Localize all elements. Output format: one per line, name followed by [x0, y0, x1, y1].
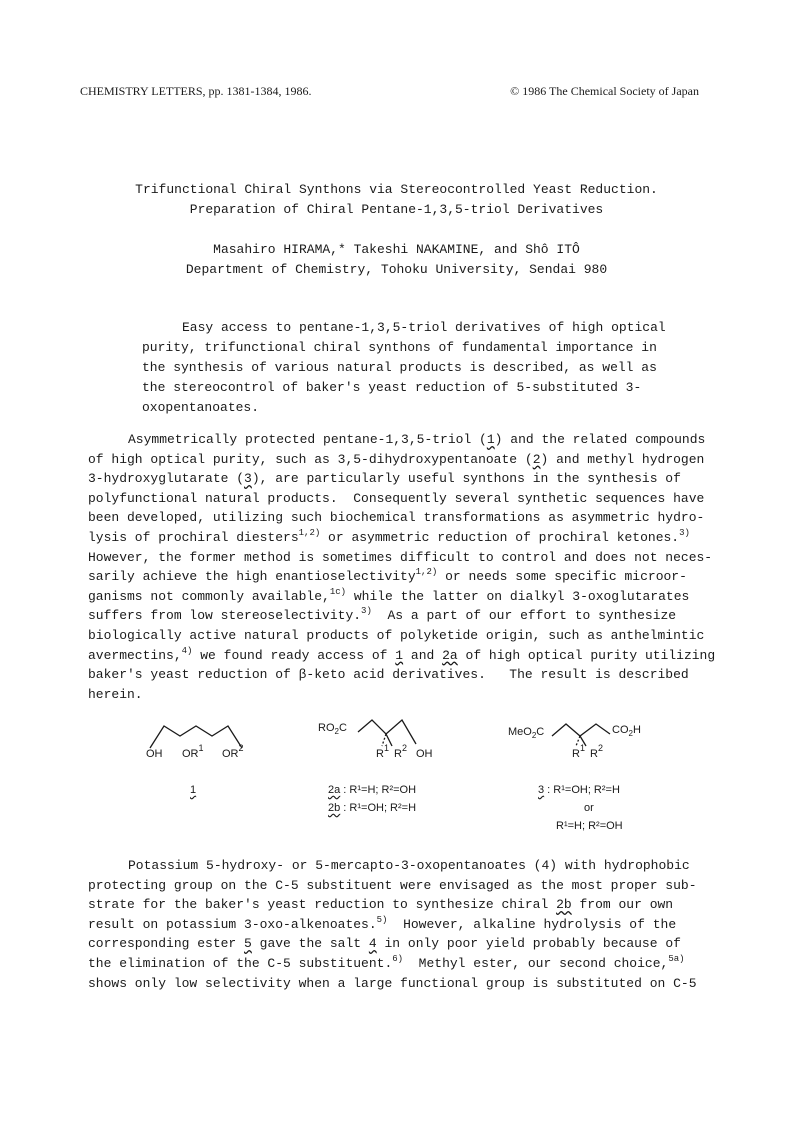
- reference-marker: 5a): [668, 953, 685, 964]
- paragraph-line: strate for the baker's yeast reduction to synthesize chiral 2b from our own: [88, 897, 674, 913]
- reference-marker: 1c): [329, 586, 347, 597]
- paragraph-line: avermectins,$^{4)}$ we found ready access of 1 and 2a of high optical purity utilizing: [88, 645, 716, 663]
- abstract-line: the synthesis of various natural products is described, as well as: [142, 360, 657, 375]
- paragraph-line: result on potassium 3-oxo-alkenoates.$^{5)}$ However, alkaline hydrolysis of the: [88, 914, 677, 932]
- compound-3-def: 3 : R¹=OH; R²=H: [538, 784, 620, 796]
- paragraph-line: protecting group on the C-5 substituent were envisaged as the most proper sub-: [88, 877, 697, 893]
- compound-2a-def: 2a : R¹=H; R²=OH: [328, 784, 417, 796]
- paragraph-line: the elimination of the C-5 substituent.$^{6)}$ Methyl ester, our second choice,$^{5a)}$: [88, 953, 685, 971]
- paragraph-line: 3-hydroxyglutarate (3), are particularly useful synthons in the synthesis of: [88, 471, 681, 487]
- author-affiliation: Department of Chemistry, Tohoku University, Sendai 980: [185, 262, 608, 277]
- compound-ref: 3: [244, 471, 252, 487]
- paragraph-line: Potassium 5-hydroxy- or 5-mercapto-3-oxopentanoates (4) with hydrophobic: [128, 858, 690, 873]
- paragraph-line: corresponding ester 5 gave the salt 4 in only poor yield probably because of: [88, 936, 681, 952]
- structures-figure: [130, 712, 690, 840]
- compound-2b-def: 2b : R¹=OH; R²=H: [328, 802, 417, 814]
- compound-1-or1: $OR^1$: [182, 743, 204, 760]
- compound-3-r2: $R^2$: [590, 743, 603, 760]
- abstract-line: the stereocontrol of baker's yeast reduction of 5-substituted 3-: [142, 380, 642, 395]
- compound-ref: 2b: [556, 897, 572, 913]
- article-title: [0, 180, 793, 220]
- compound-3-acid: $CO_2H$: [612, 724, 641, 739]
- compound-3-alt: R¹=H; R²=OH: [556, 820, 623, 832]
- compound-ref: 1: [486, 432, 495, 447]
- reference-marker: 4): [181, 645, 193, 656]
- paragraph-line: of high optical purity, such as 3,5-dihydroxypentanoate (2) and methyl hydrogen: [88, 451, 705, 467]
- paragraph-line: lysis of prochiral diesters$^{1,2)}$ or asymmetric reduction of prochiral ketones.$^{3)}$: [88, 527, 690, 545]
- compound-3-r1: $R^1$: [572, 743, 585, 760]
- title-line-2: Preparation of Chiral Pentane-1,3,5-triol Derivatives: [189, 202, 604, 217]
- paragraph-line: Asymmetrically protected pentane-1,3,5-triol (1) and the related compounds: [128, 432, 706, 447]
- reference-marker: 1,2): [298, 527, 321, 538]
- paragraph-line: polyfunctional natural products. Consequently several synthetic sequences have: [88, 490, 705, 506]
- compound-2-oh: OH: [416, 748, 433, 760]
- compound-1-oh: OH: [146, 748, 163, 760]
- author-names: Masahiro HIRAMA,* Takeshi NAKAMINE, and Shô ITÔ: [213, 242, 580, 257]
- paragraph-line: herein.: [88, 686, 143, 702]
- compound-1-skeleton: [142, 712, 252, 752]
- body-paragraph-1: [88, 430, 728, 704]
- paragraph-line: However, the former method is sometimes difficult to control and does not neces-: [88, 549, 713, 565]
- journal-citation: CHEMISTRY LETTERS, pp. 1381-1384, 1986.: [80, 84, 312, 98]
- compound-ref: 4: [368, 936, 377, 952]
- compound-ref: 5: [244, 936, 252, 952]
- compound-2-ester: $RO_2C$: [318, 722, 347, 737]
- compound-2-r2: $R^2$: [394, 743, 407, 760]
- compound-ref: 2: [532, 451, 541, 467]
- paragraph-line: been developed, utilizing such biochemical transformations as asymmetric hydro-: [88, 510, 705, 526]
- compound-2-skeleton: [354, 712, 434, 752]
- paragraph-line: suffers from low stereoselectivity.$^{3)}$ As a part of our effort to synthesize: [88, 606, 677, 624]
- compound-3-or: or: [584, 802, 594, 814]
- compound-3-ester: MeO$_2$C: [508, 726, 545, 741]
- paragraph-line: ganisms not commonly available,$^{1c)}$ while the latter on dialkyl 3-oxoglutarates: [88, 586, 690, 604]
- paragraph-line: baker's yeast reduction of β-keto acid derivatives. The result is described: [88, 667, 689, 683]
- author-block: [0, 240, 793, 280]
- reference-marker: 5): [376, 914, 388, 925]
- reference-marker: 1,2): [415, 567, 438, 578]
- reference-marker: 3): [679, 527, 690, 538]
- abstract-line: Easy access to pentane-1,3,5-triol derivatives of high optical: [182, 320, 666, 335]
- compound-ref: 2a: [442, 647, 458, 663]
- reference-marker: 6): [392, 953, 404, 964]
- title-line-1: Trifunctional Chiral Synthons via Stereocontrolled Yeast Reduction.: [135, 182, 658, 197]
- abstract: [142, 318, 666, 418]
- compound-2-r1: $R^1$: [376, 743, 389, 760]
- reference-marker: 3): [361, 606, 372, 617]
- copyright-notice: © 1986 The Chemical Society of Japan: [510, 84, 699, 98]
- paragraph-line: biologically active natural products of polyketide origin, such as anthelmintic: [88, 627, 705, 643]
- compound-1-or2: $OR^2$: [222, 743, 244, 760]
- compound-ref: 1: [395, 647, 404, 663]
- compound-1-label: 1: [190, 784, 197, 796]
- abstract-line: purity, trifunctional chiral synthons of fundamental importance in: [142, 340, 657, 355]
- paragraph-line: shows only low selectivity when a large functional group is substituted on C-5: [88, 975, 697, 991]
- abstract-line: oxopentanoates.: [142, 400, 260, 415]
- paragraph-line: sarily achieve the high enantioselectivity$^{1,2)}$ or needs some specific microor-: [88, 567, 687, 585]
- body-paragraph-2: [88, 856, 728, 993]
